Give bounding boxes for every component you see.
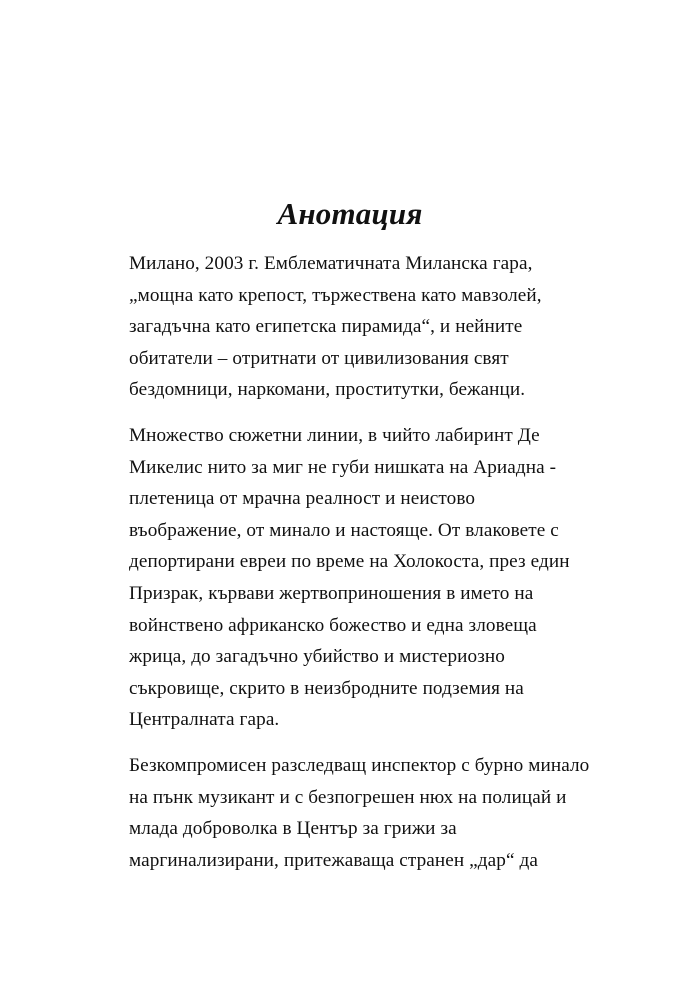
text-line: маргинализирани, притежаваща странен „дар“ да [129, 849, 538, 871]
text-line: съкровище, скрито в неизбродните подземия на [129, 677, 524, 699]
text-line: войнствено африканско божество и една зловеща [129, 614, 537, 636]
text-line: „мощна като крепост, тържествена като мавзолей, [129, 284, 542, 306]
text-line: бездомници, наркомани, проститутки, бежанци. [129, 379, 526, 401]
text-line: Милано, 2003 г. Емблематичната Миланска гара, [129, 253, 533, 274]
paragraph-1 [129, 248, 579, 406]
annotation-body [129, 248, 590, 890]
page-title: Анотация [277, 196, 423, 231]
text-line: Множество сюжетни линии, в чийто лабиринт Де [129, 424, 540, 446]
text-line: Централната гара. [129, 709, 280, 731]
text-line: Призрак, кървави жертвоприношения в името на [129, 582, 534, 604]
text-line: Микелис нито за миг не губи нишката на Ариадна - [129, 456, 557, 478]
text-line: въображение, от минало и настояще. От влаковете с [129, 519, 559, 541]
text-line: плетеница от мрачна реалност и неистово [129, 488, 476, 510]
text-line: жрица, до загадъчно убийство и мистериозно [129, 646, 505, 668]
text-line: загадъчна като египетска пирамида“, и нейните [129, 316, 523, 338]
paragraph-2 [129, 420, 579, 736]
text-line: обитатели – отритнати от цивилизования свят [129, 347, 509, 369]
text-line: депортирани евреи по време на Холокоста, през един [129, 551, 570, 573]
text-line: млада доброволка в Център за грижи за [129, 818, 457, 840]
paragraph-3 [129, 750, 590, 876]
text-line: Безкомпромисен разследващ инспектор с бурно минало [129, 754, 590, 776]
text-line: на пънк музикант и с безпогрешен нюх на полицай и [129, 786, 567, 808]
